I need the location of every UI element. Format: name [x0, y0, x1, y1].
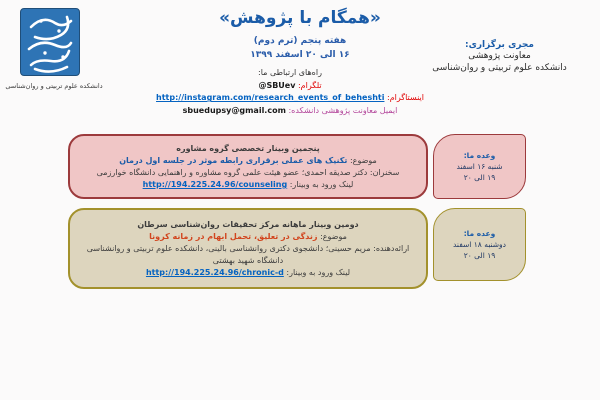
- university-calligraphy-icon: [21, 9, 79, 75]
- webinar-topic: زندگی در تعلیق، تحمل ابهام در زمانه کرونا: [149, 232, 318, 241]
- schedule-day: دوشنبه ۱۸ اسفند: [453, 240, 506, 249]
- webinar-link[interactable]: http://194.225.24.96/counseling: [142, 180, 288, 189]
- webinar-speaker: سخنران: دکتر صدیقه احمدی؛ عضو هیئت علمی گروه مشاوره و راهنمایی دانشگاه خوارزمی: [96, 168, 400, 177]
- organizer-label: مجری برگزاری:: [465, 40, 534, 50]
- link-label: لینک ورود به وبینار:: [286, 268, 351, 277]
- contact-block: [90, 66, 490, 116]
- webinar-title: پنجمین وبینار تخصصی گروه مشاوره: [176, 144, 320, 153]
- instagram-link[interactable]: http://instagram.com/research_events_of_beheshti: [156, 93, 385, 103]
- schedule-label: وعده ما:: [463, 229, 496, 238]
- logo-caption: دانشکده علوم تربیتی و روان‌شناسی: [5, 82, 103, 90]
- webinar-link-row: [80, 268, 416, 277]
- schedule-day: شنبه ۱۶ اسفند: [456, 162, 503, 171]
- webinar-card-cancer-research: [68, 208, 428, 289]
- organizer-line1: معاونت پژوهشی: [468, 51, 531, 62]
- topic-label: موضوع:: [349, 156, 377, 165]
- webinar-speaker-line2: دانشگاه شهید بهشتی: [212, 256, 284, 265]
- week-subtitle: هفته پنجم (ترم دوم): [253, 36, 347, 46]
- telegram-label: تلگرام:: [297, 80, 322, 90]
- topic-label: موضوع:: [320, 232, 347, 241]
- organizer-line2: دانشکده علوم تربیتی و روان‌شناسی: [432, 62, 567, 73]
- telegram-row: [90, 80, 490, 92]
- webinar-topic-row: [80, 232, 416, 241]
- webinar-link-row: [80, 180, 416, 189]
- header: [150, 8, 450, 60]
- telegram-handle: @SBUev: [258, 80, 296, 90]
- link-label: لینک ورود به وبینار:: [289, 180, 354, 189]
- university-logo: [20, 8, 80, 76]
- webinar-topic-row: [80, 156, 416, 165]
- schedule-time: ۱۹ الی ۲۰: [463, 251, 496, 260]
- email-value: sbuedupsy@gmail.com: [182, 105, 286, 115]
- schedule-label: وعده ما:: [463, 151, 496, 160]
- webinar-link[interactable]: http://194.225.24.96/chronic-d: [145, 268, 284, 277]
- contact-heading: راه‌های ارتباطی ما:: [258, 68, 322, 77]
- instagram-row: [90, 92, 490, 104]
- email-row: [90, 105, 490, 117]
- date-range: ۱۶ الی ۲۰ اسفند ۱۳۹۹: [250, 50, 350, 60]
- email-label: ایمیل معاونت پژوهشی دانشکده:: [288, 105, 398, 115]
- schedule-time: ۱۹ الی ۲۰: [463, 173, 496, 182]
- webinar-topic: تکنیک های عملی برقراری رابطه موثر در جلسه اول درمان: [119, 156, 348, 165]
- schedule-badge-counseling: [433, 134, 526, 199]
- page-title: «همگام با پژوهش»: [219, 8, 381, 28]
- webinar-card-counseling: [68, 134, 428, 199]
- schedule-badge-cancer-research: [433, 208, 526, 281]
- webinar-speaker: ارائه‌دهنده: مریم حسینی؛ دانشجوی دکتری روانشناسی بالینی، دانشکده علوم تربیتی و روانشناسی: [86, 244, 410, 253]
- instagram-label: اینستاگرام:: [387, 93, 424, 103]
- webinar-title: دومین وبینار ماهانه مرکز تحقیقات روان‌شناسی سرطان: [137, 220, 359, 229]
